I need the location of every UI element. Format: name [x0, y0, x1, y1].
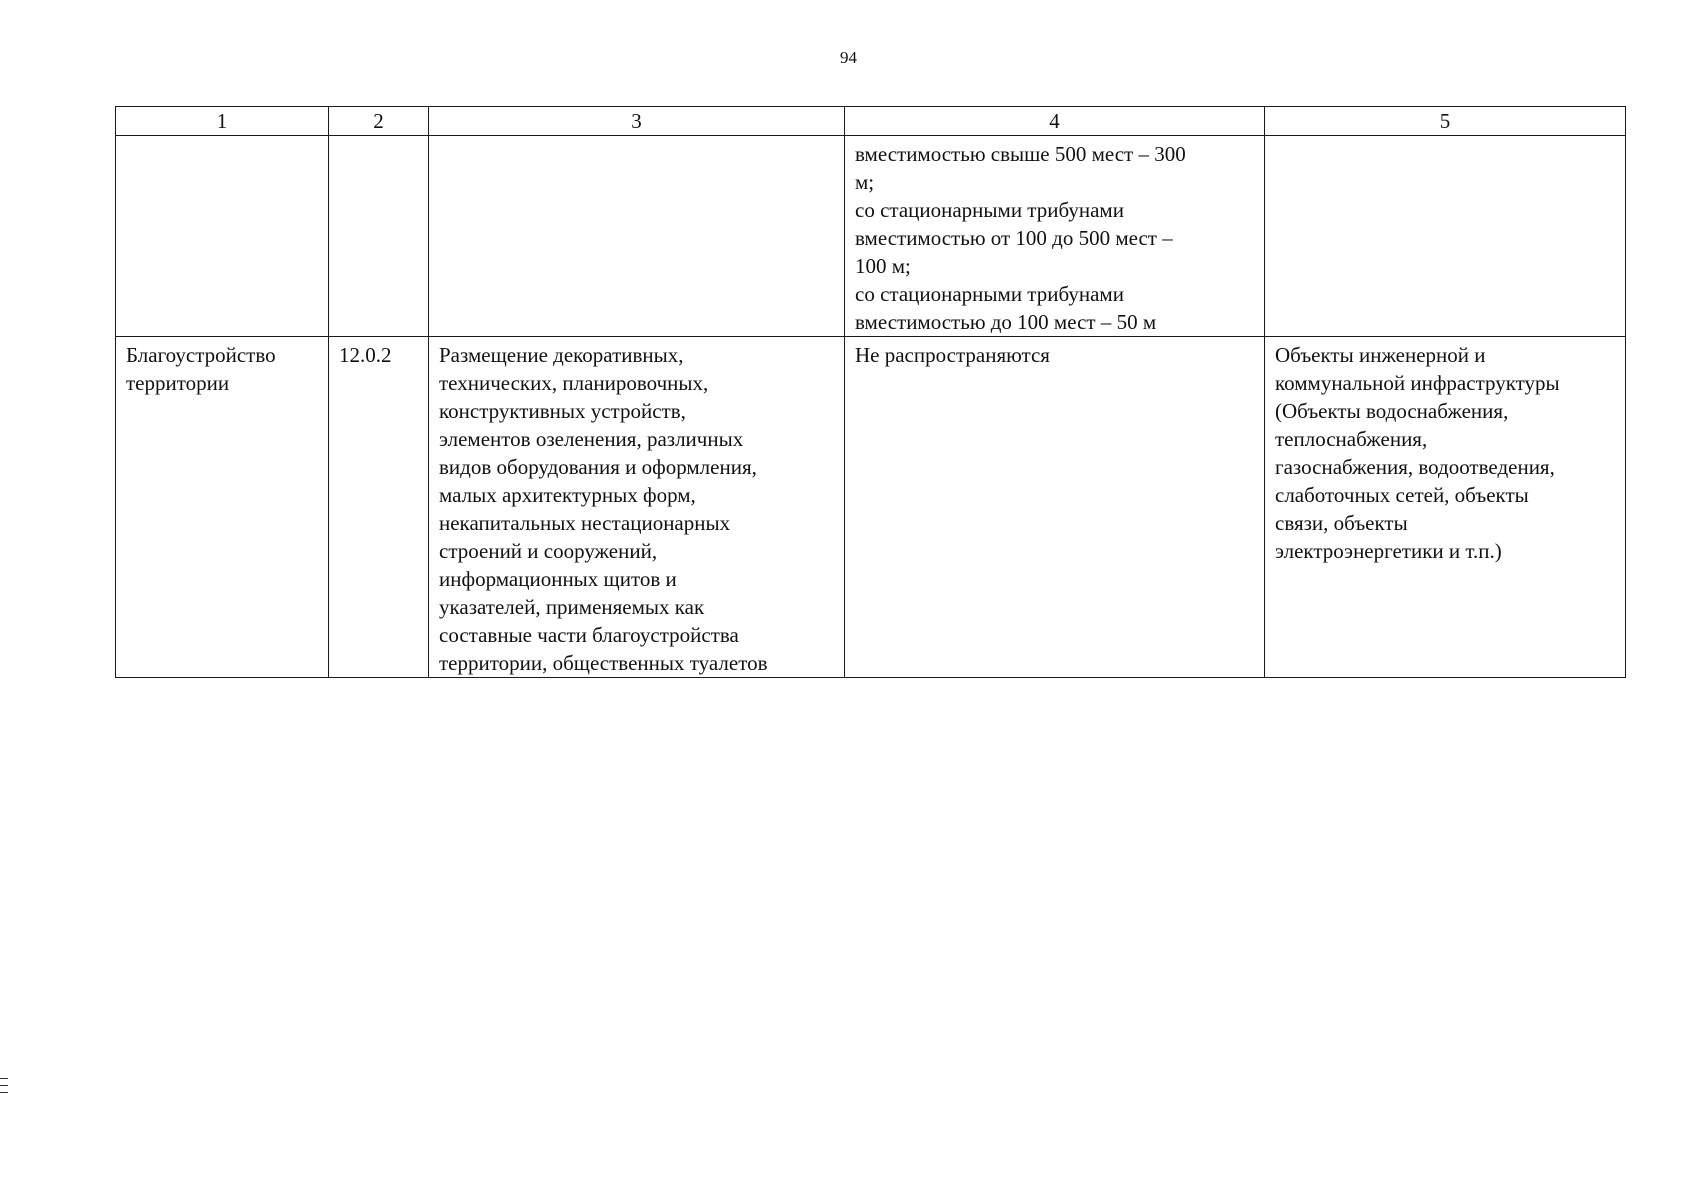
cell-line: м;: [855, 170, 875, 194]
scan-margin-mark: [0, 1078, 8, 1100]
cell-line: малых архитектурных форм,: [439, 483, 696, 507]
cell-line: Объекты инженерной и: [1275, 343, 1486, 367]
cell-row1-col1: [116, 136, 329, 337]
table-row: [116, 136, 1626, 337]
header-col-2: 2: [329, 107, 429, 136]
cell-row2-col2: [329, 337, 429, 678]
cell-row2-col1: [116, 337, 329, 678]
cell-line: Благоустройство: [126, 343, 276, 367]
cell-line: слаботочных сетей, объекты: [1275, 483, 1529, 507]
cell-line: некапитальных нестационарных: [439, 511, 731, 535]
cell-line: информационных щитов и: [439, 567, 677, 591]
cell-line: вместимостью от 100 до 500 мест –: [855, 226, 1173, 250]
cell-line: строений и сооружений,: [439, 539, 658, 563]
cell-row2-col5: [1265, 337, 1626, 678]
cell-line: видов оборудования и оформления,: [439, 455, 757, 479]
cell-line: со стационарными трибунами: [855, 198, 1124, 222]
cell-line: указателей, применяемых как: [439, 595, 705, 619]
header-col-3: 3: [429, 107, 845, 136]
header-col-5: 5: [1265, 107, 1626, 136]
cell-row1-col4: [845, 136, 1265, 337]
cell-line: коммунальной инфраструктуры: [1275, 371, 1560, 395]
cell-line: территории, общественных туалетов: [439, 651, 768, 675]
cell-line: 12.0.2: [339, 343, 392, 367]
cell-line: вместимостью до 100 мест – 50 м: [855, 310, 1157, 334]
cell-line: Не распространяются: [855, 343, 1050, 367]
cell-line: теплоснабжения,: [1275, 427, 1428, 451]
cell-row1-col3: [429, 136, 845, 337]
cell-line: электроэнергетики и т.п.): [1275, 539, 1502, 563]
cell-line: технических, планировочных,: [439, 371, 709, 395]
cell-line: конструктивных устройств,: [439, 399, 686, 423]
cell-line: 100 м;: [855, 254, 911, 278]
cell-line: вместимостью свыше 500 мест – 300: [855, 142, 1186, 166]
cell-line: (Объекты водоснабжения,: [1275, 399, 1509, 423]
cell-row1-col2: [329, 136, 429, 337]
cell-line: составные части благоустройства: [439, 623, 739, 647]
cell-row1-col5: [1265, 136, 1626, 337]
cell-row2-col4: [845, 337, 1265, 678]
document-table: [115, 106, 1626, 678]
cell-line: связи, объекты: [1275, 511, 1408, 535]
header-col-1: 1: [116, 107, 329, 136]
cell-line: газоснабжения, водоотведения,: [1275, 455, 1555, 479]
page-number: 94: [840, 48, 857, 67]
cell-line: территории: [126, 371, 230, 395]
table-header-row: [116, 107, 1626, 136]
header-col-4: 4: [845, 107, 1265, 136]
cell-line: элементов озеленения, различных: [439, 427, 744, 451]
cell-line: со стационарными трибунами: [855, 282, 1124, 306]
cell-row2-col3: [429, 337, 845, 678]
cell-line: Размещение декоративных,: [439, 343, 684, 367]
table-row: [116, 337, 1626, 678]
